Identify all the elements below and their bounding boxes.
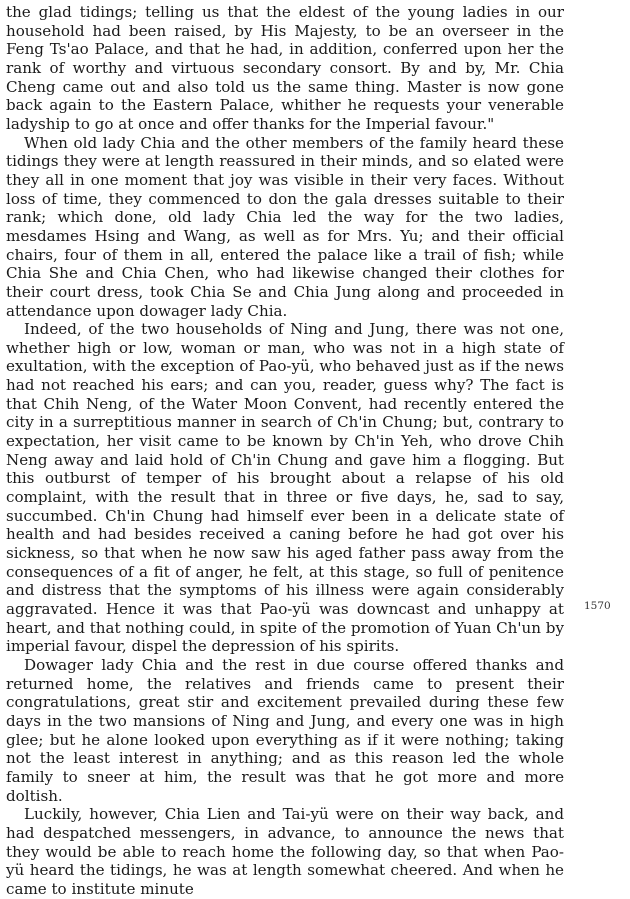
document-page [6,3,564,899]
paragraph-5: Luckily, however, Chia Lien and Tai-yü were on their way back, and had despatched messengers, in advance, to announce the news that they would be able to reach home the following day, so that when Pao-yü heard the tidings, he was at length somewhat cheered. And when he came to institute minute [6,805,564,898]
paragraph-1: the glad tidings; telling us that the eldest of the young ladies in our household had been raised, by His Majesty, to be an overseer in the Feng Ts'ao Palace, and that he had, in addition, conferred upon her the rank of worthy and virtuous secondary consort. By and by, Mr. Chia Cheng came out and also told us the same thing. Master is now gone back again to the Eastern Palace, whither he requests your venerable ladyship to go at once and offer thanks for the Imperial favour." [6,3,564,133]
paragraph-4: Dowager lady Chia and the rest in due course offered thanks and returned home, the relatives and friends came to present their congratulations, great stir and excitement prevailed during these few days in the two mansions of Ning and Jung, and every one was in high glee; but he alone looked upon everything as if it were nothing; taking not the least interest in anything; and as this reason led the whole family to sneer at him, the result was that he got more and more doltish. [6,655,564,805]
margin-page-number: 1570 [584,600,611,612]
paragraph-3: Indeed, of the two households of Ning and Jung, there was not one, whether high or low, woman or man, who was not in a high state of exultation, with the exception of Pao-yü, who behaved just as if the news had not reached his ears; and can you, reader, guess why? The fact is that Chih Neng, of the Water Moon Convent, had recently entered the city in a surreptitious manner in search of Ch'in Chung; but, contrary to expectation, her visit came to be known by Ch'in Yeh, who drove Chih Neng away and laid hold of Ch'in Chung and gave him a flogging. But this outburst of temper of his brought about a relapse of his old complaint, with the result that in three or five days, he, sad to say, succumbed. Ch'in Chung had himself ever been in a delicate state of health and had besides received a caning before he had got over his sickness, so that when he now saw his aged father pass away from the consequences of a fit of anger, he felt, at this stage, so full of penitence and distress that the symptoms of his illness were again considerably aggravated. Hence it was that Pao-yü was downcast and unhappy at heart, and that nothing could, in spite of the promotion of Yuan Ch'un by imperial favour, dispel the depression of his spirits. [6,320,564,656]
paragraph-2: When old lady Chia and the other members of the family heard these tidings they were at length reassured in their minds, and so elated were they all in one moment that joy was visible in their very faces. Without loss of time, they commenced to don the gala dresses suitable to their rank; which done, old lady Chia led the way for the two ladies, mesdames Hsing and Wang, as well as for Mrs. Yu; and their official chairs, four of them in all, entered the palace like a trail of fish; while Chia She and Chia Chen, who had likewise changed their clothes for their court dress, took Chia Se and Chia Jung along and proceeded in attendance upon dowager lady Chia. [6,133,564,320]
